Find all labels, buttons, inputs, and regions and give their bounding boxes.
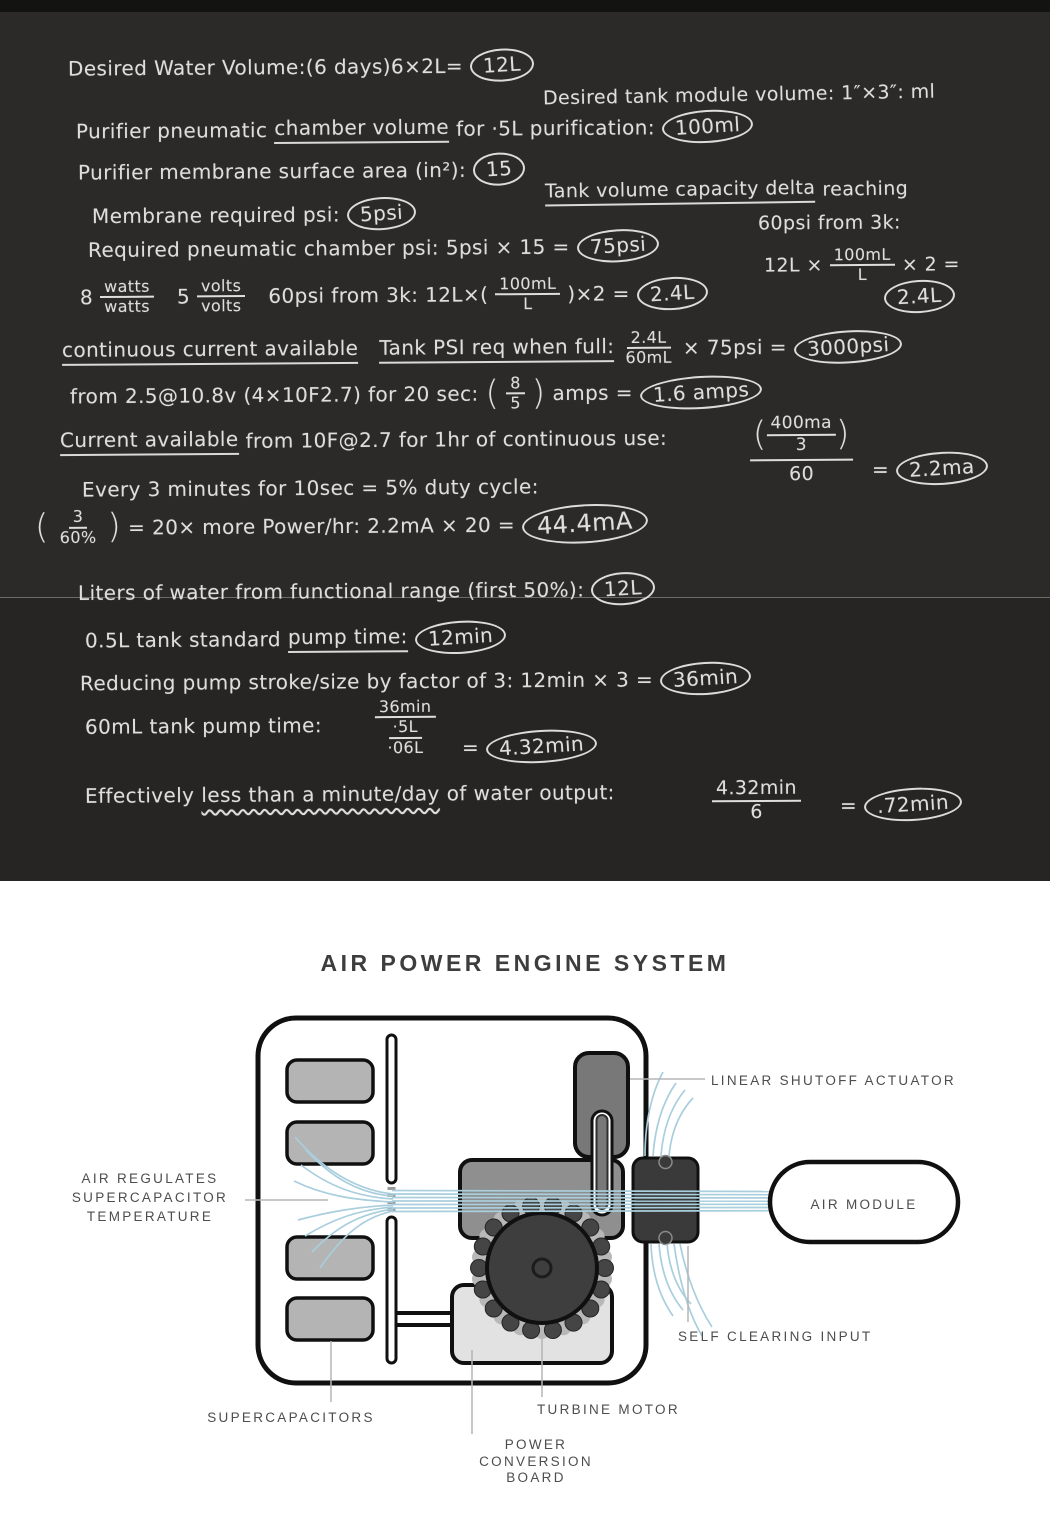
note-60ml-pump-time	[85, 713, 322, 739]
paren: )	[107, 506, 122, 547]
denominator: watts	[104, 297, 151, 317]
note-text: × 2 =	[901, 253, 960, 277]
numerator: 100mL	[830, 246, 895, 267]
big-fraction	[750, 414, 853, 487]
label-line: POWER CONVERSION	[479, 1437, 593, 1469]
label-linear-shutoff-actuator: LINEAR SHUTOFF ACTUATOR	[711, 1073, 956, 1088]
note-membrane-surface	[78, 152, 526, 188]
note-text: 60psi from 3k: 12L×(	[268, 282, 489, 309]
note-current-available	[60, 424, 667, 456]
paren: (	[34, 507, 49, 548]
note-pump-stroke-factor	[80, 662, 752, 700]
label-supercapacitors: SUPERCAPACITORS	[207, 1410, 375, 1425]
note-text: 12L ×	[763, 254, 823, 278]
numerator: 400ma	[766, 414, 836, 436]
label-line: TEMPERATURE	[86, 1209, 214, 1224]
label-air-regulates	[58, 1169, 242, 1226]
circled-value: 15	[472, 151, 526, 187]
diagram-title: AIR POWER ENGINE SYSTEM	[320, 950, 730, 976]
paren: )	[531, 373, 546, 414]
note-text: 60mL tank pump time:	[84, 713, 323, 739]
circled-value: 4.32min	[485, 727, 598, 767]
note-underlined: pump time:	[288, 624, 408, 653]
circled-value: 12L	[469, 47, 535, 84]
denominator: 3	[795, 434, 808, 455]
divider-bottom	[387, 1217, 396, 1363]
note-standard-pump-time	[85, 621, 506, 657]
note-text: reaching	[822, 177, 909, 201]
note-text: =	[461, 734, 480, 759]
input-notch-bottom	[659, 1232, 672, 1245]
denominator: L	[857, 265, 868, 285]
denominator: 5	[510, 393, 521, 413]
note-text: Liters of water from functional range (first 50%):	[77, 576, 585, 605]
supercapacitor-4	[287, 1298, 373, 1340]
note-text: Required pneumatic chamber psi: 5psi × 15 =	[87, 234, 570, 262]
fraction	[621, 329, 676, 368]
denominator: L	[523, 294, 533, 314]
numerator: 8	[506, 374, 525, 395]
note-triple-fraction	[375, 698, 436, 758]
circled-value: 36min	[659, 659, 752, 697]
fraction	[506, 374, 525, 413]
label-self-clearing-input: SELF CLEARING INPUT	[678, 1329, 873, 1344]
note-text: × 75psi =	[682, 335, 787, 360]
circled-value: 1.6 amps	[639, 372, 763, 412]
numerator: 2.4L	[627, 329, 671, 350]
note-text: Reducing pump stroke/size by factor of 3: 12min × 3 =	[79, 666, 654, 695]
note-desired-water-volume	[68, 48, 534, 84]
note-membrane-psi	[92, 197, 416, 232]
note-duty-cycle	[82, 474, 539, 501]
numerator: watts	[100, 278, 154, 299]
label-air-module: AIR MODULE	[810, 1197, 918, 1212]
note-72min-result	[840, 788, 962, 822]
fraction	[712, 778, 801, 824]
numerator: volts	[197, 277, 245, 298]
note-underlined: continuous current available	[62, 336, 359, 366]
label-line: BOARD	[506, 1470, 566, 1485]
note-22ma-result	[872, 452, 988, 486]
fraction	[56, 508, 101, 547]
denominator: 60%	[59, 527, 97, 547]
circled-value: 100ml	[661, 107, 754, 145]
row1: 36min	[375, 698, 436, 719]
note-20x-power	[35, 504, 648, 547]
note-text: from 2.5@10.8v (4×10F2.7) for 20 sec:	[69, 381, 479, 409]
circled-value: 75psi	[576, 227, 660, 265]
numerator: 4.32min	[712, 778, 801, 802]
note-24l-result	[884, 280, 955, 313]
numerator: 3	[69, 508, 88, 529]
note-text: Purifier pneumatic	[75, 117, 268, 143]
note-432-over-6	[712, 778, 801, 824]
note-text: 60psi from 3k:	[757, 211, 901, 235]
label-turbine-motor: TURBINE MOTOR	[537, 1402, 680, 1417]
note-text: Effectively	[84, 783, 195, 808]
note-text: from 10F@2.7 for 1hr of continuous use:	[245, 425, 668, 453]
note-tank-psi-full	[62, 327, 902, 372]
inner-fraction	[766, 414, 836, 456]
fraction	[100, 278, 154, 317]
note-text: Purifier membrane surface area (in²):	[77, 157, 467, 185]
turbine-hub	[533, 1259, 551, 1277]
circled-value: 2.4L	[636, 275, 708, 312]
circled-value: 2.4L	[883, 278, 955, 315]
fraction	[830, 246, 895, 285]
circled-value: 5psi	[346, 195, 417, 232]
note-text: 8	[79, 285, 94, 310]
row2: ·5L	[388, 718, 422, 739]
note-432min-result	[462, 730, 597, 764]
paren: )	[835, 413, 850, 455]
paren: (	[752, 414, 767, 455]
note-amps-calc	[70, 373, 762, 417]
note-text: of water output:	[446, 780, 615, 806]
note-text: Membrane required psi:	[91, 201, 341, 228]
note-text: Desired tank module volume: 1″×3″: ml	[542, 80, 936, 110]
note-text: =	[871, 456, 890, 481]
note-watts-volts	[80, 274, 708, 317]
denominator: 6	[750, 800, 763, 823]
label-line: AIR REGULATES	[81, 1171, 219, 1186]
note-text: for ·5L purification:	[455, 114, 655, 141]
circled-value: 12L	[590, 570, 656, 607]
circled-value: 12min	[414, 618, 507, 656]
circled-value: .72min	[863, 785, 963, 824]
input-notch-top	[659, 1156, 672, 1169]
stacked-fraction	[375, 698, 436, 758]
turbine-bead	[471, 1260, 488, 1277]
circled-value: 44.4mA	[521, 501, 649, 547]
note-text: 0.5L tank standard	[84, 626, 282, 652]
note-text: = 20× more Power/hr: 2.2mA × 20 =	[128, 512, 516, 539]
turbine-bead	[597, 1260, 614, 1277]
note-text: Desired Water Volume:(6 days)6×2L=	[67, 53, 464, 81]
note-underlined: Tank volume capacity delta	[545, 177, 816, 207]
label-line: SUPERCAPACITOR	[71, 1190, 229, 1205]
note-capacity-delta	[545, 175, 909, 206]
numerator: 100mL	[495, 275, 560, 296]
note-required-chamber-psi	[88, 229, 659, 266]
note-text: )×2 =	[567, 281, 630, 307]
note-underlined: chamber volume	[274, 114, 449, 143]
note-text: =	[839, 792, 858, 817]
supercapacitor-1	[287, 1060, 373, 1102]
denominator: 60mL	[625, 348, 673, 368]
note-60psi-from-3k	[758, 212, 901, 235]
note-400ma-fraction	[750, 414, 853, 487]
fraction	[197, 277, 246, 316]
note-effectively-less	[85, 780, 615, 808]
fraction	[495, 275, 560, 314]
label-power-conversion-board	[447, 1437, 625, 1487]
board-top-edge	[0, 0, 1050, 12]
paren: (	[485, 373, 500, 414]
note-text: amps =	[552, 380, 633, 406]
denominator: 60	[788, 463, 815, 486]
note-text: Every 3 minutes for 10sec = 5% duty cycle:	[81, 474, 539, 502]
note-chamber-volume	[76, 110, 753, 148]
self-clearing-input	[633, 1158, 698, 1242]
row3: ·06L	[387, 737, 424, 757]
circled-value: 3000psi	[793, 327, 903, 366]
circled-value: 2.2ma	[895, 449, 988, 487]
divider-top	[387, 1035, 396, 1183]
note-underlined: Tank PSI req when full:	[379, 334, 614, 364]
note-liters-functional-range	[78, 572, 655, 609]
numerator-row	[750, 414, 853, 462]
note-wavy-underlined: less than a minute/day	[201, 781, 440, 808]
note-text: 5	[176, 284, 191, 309]
note-underlined: Current available	[60, 427, 239, 456]
supercapacitor-3	[287, 1237, 373, 1279]
denominator: volts	[201, 296, 242, 316]
